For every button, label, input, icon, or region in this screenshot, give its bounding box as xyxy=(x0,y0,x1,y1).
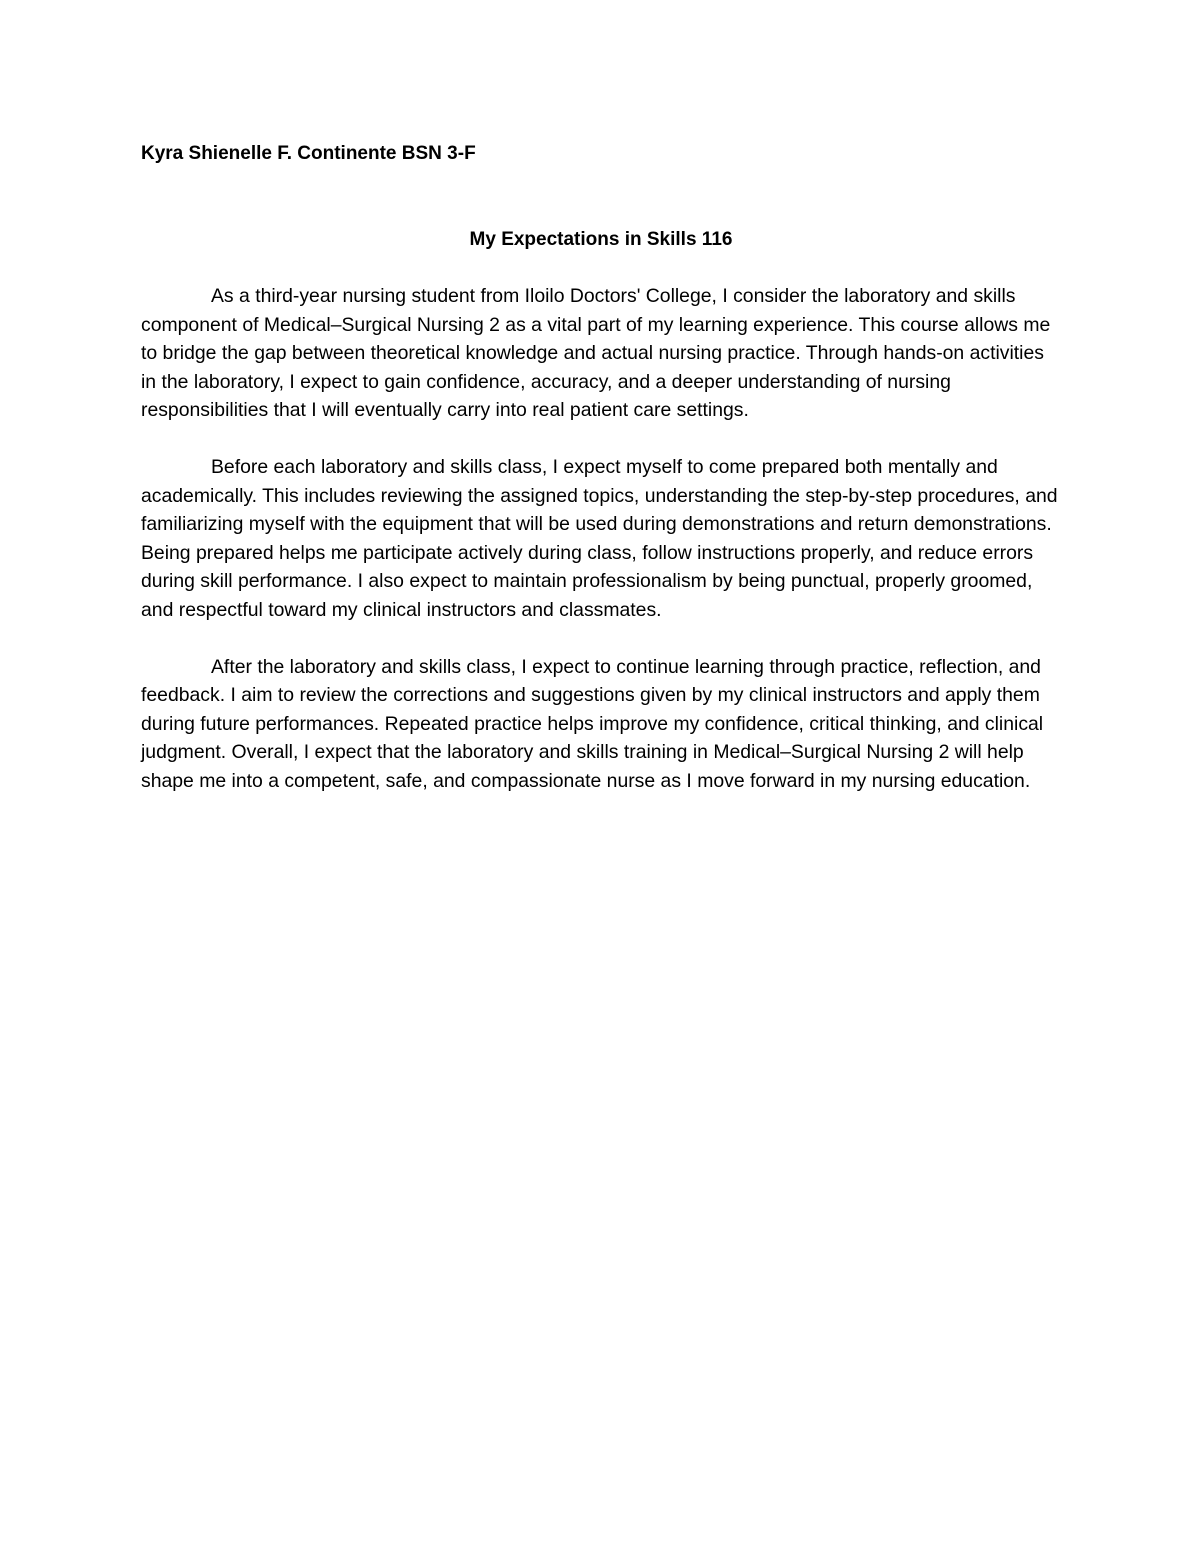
paragraph-1: As a third-year nursing student from Iloilo Doctors' College, I consider the laboratory and skills component of Medical–Surgical Nursing 2 as a vital part of my learning experience. This course allows me to bridge the gap between theoretical knowledge and actual nursing practice. Through hands-on activities in the laboratory, I expect to gain confidence, accuracy, and a deeper understanding of nursing responsibilities that I will eventually carry into real patient care settings. xyxy=(141,285,1051,421)
paragraph-2: Before each laboratory and skills class, I expect myself to come prepared both mentally and academically. This includes reviewing the assigned topics, understanding the step-by-step procedures, and familiarizing myself with the equipment that will be used during demonstrations and return demonstrations. Being prepared helps me participate actively during class, follow instructions properly, and reduce errors during skill performance. I also expect to maintain professionalism by being punctual, properly groomed, and respectful toward my clinical instructors and classmates. xyxy=(141,456,1058,621)
document-title: My Expectations in Skills 116 xyxy=(469,228,733,250)
document-body xyxy=(141,140,1061,824)
paragraph-3: After the laboratory and skills class, I expect to continue learning through practice, reflection, and feedback. I aim to review the corrections and suggestions given by my clinical instructors and apply them during future performances. Repeated practice helps improve my confidence, critical thinking, and clinical judgment. Overall, I expect that the laboratory and skills training in Medical–Surgical Nursing 2 will help shape me into a competent, safe, and compassionate nurse as I move forward in my nursing education. xyxy=(141,655,1044,792)
author-line: Kyra Shienelle F. Continente BSN 3-F xyxy=(141,143,476,164)
